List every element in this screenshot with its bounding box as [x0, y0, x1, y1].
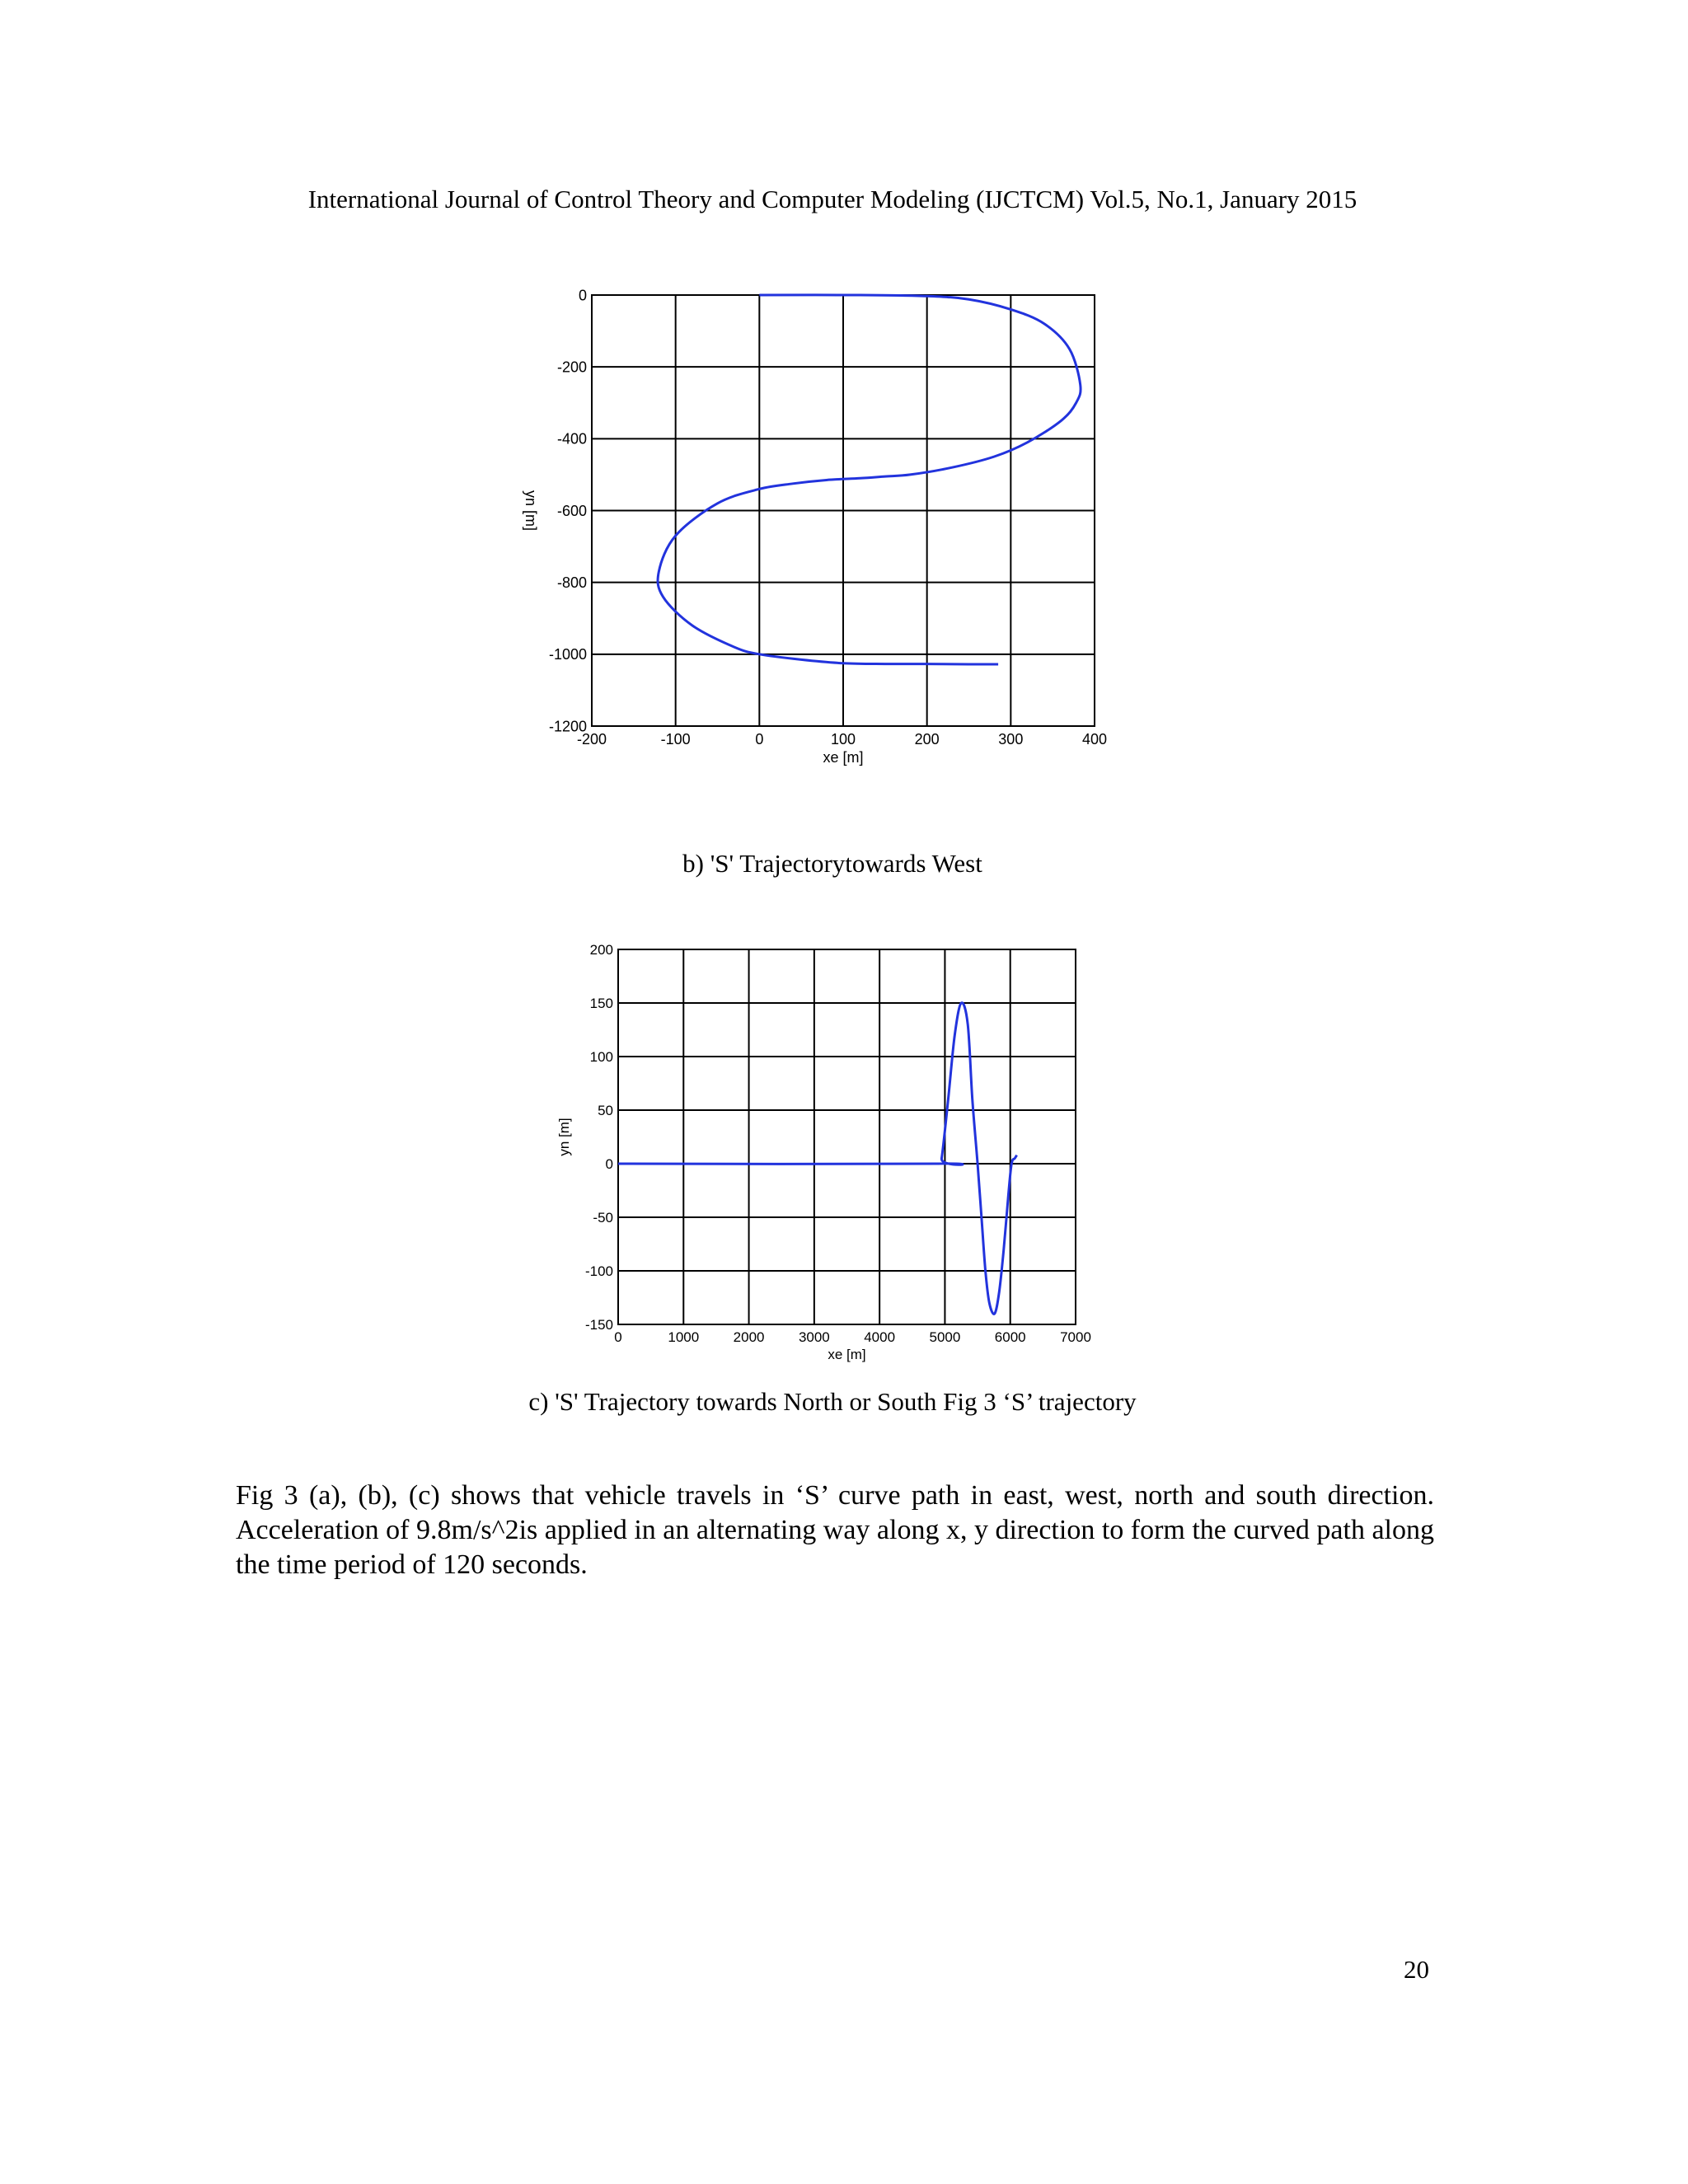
x-tick-label: 200 — [914, 731, 940, 748]
body-paragraph: Fig 3 (a), (b), (c) shows that vehicle travels in ‘S’ curve path in east, west, north and south direction. Acceleration of 9.8m/s^2is applied in an alternating way along x, y direction to form the curved path along the time period of 120 seconds. — [236, 1480, 1434, 1580]
y-tick-label: -1000 — [548, 646, 587, 663]
y-tick-label: 0 — [578, 287, 587, 304]
trajectory-line — [618, 1003, 1017, 1315]
trajectory-line — [658, 295, 1081, 664]
x-tick-label: 100 — [830, 731, 856, 748]
chart-s-trajectory-north-south — [544, 931, 1104, 1372]
x-tick-label: -200 — [576, 731, 607, 748]
x-tick-label: 2000 — [733, 1329, 765, 1345]
x-tick-label: 3000 — [798, 1329, 830, 1345]
x-tick-label: -100 — [660, 731, 691, 748]
caption-b: b) 'S' Trajectorytowards West — [682, 849, 982, 878]
x-tick-label: 5000 — [929, 1329, 961, 1345]
y-tick-label: -1200 — [548, 718, 587, 735]
y-tick-label: 100 — [589, 1048, 613, 1065]
chart-b-svg — [511, 280, 1137, 791]
y-tick-label: 200 — [589, 941, 613, 958]
y-tick-label: 50 — [598, 1102, 613, 1118]
x-tick-label: 6000 — [994, 1329, 1026, 1345]
x-tick-label: 4000 — [864, 1329, 896, 1345]
y-axis-label: yn [m] — [556, 1118, 572, 1156]
y-tick-label: -800 — [556, 574, 587, 591]
y-tick-label: -400 — [556, 430, 587, 448]
y-tick-label: -600 — [556, 502, 587, 519]
x-tick-label: 300 — [998, 731, 1024, 748]
y-tick-label: -150 — [584, 1316, 613, 1333]
y-tick-label: 0 — [605, 1155, 613, 1172]
journal-header: International Journal of Control Theory and Computer Modeling (IJCTCM) Vol.5, No.1, January 2015 — [307, 185, 1357, 213]
page-number: 20 — [1404, 1955, 1429, 1984]
plot-frame — [618, 949, 1076, 1324]
x-tick-label: 0 — [755, 731, 764, 748]
y-tick-label: -100 — [584, 1263, 613, 1279]
x-tick-label: 0 — [614, 1329, 622, 1345]
x-tick-label: 1000 — [668, 1329, 700, 1345]
x-axis-label: xe [m] — [828, 1347, 866, 1362]
y-tick-label: -50 — [593, 1209, 613, 1226]
caption-c: c) 'S' Trajectory towards North or South Fig 3 ‘S’ trajectory — [528, 1387, 1137, 1416]
y-tick-label: 150 — [589, 995, 613, 1011]
y-axis-label: yn [m] — [523, 490, 539, 532]
x-tick-label: 400 — [1081, 731, 1108, 748]
x-tick-label: 7000 — [1060, 1329, 1091, 1345]
x-axis-label: xe [m] — [823, 749, 864, 766]
chart-c-svg — [544, 931, 1104, 1368]
chart-s-trajectory-west — [511, 280, 1137, 795]
y-tick-label: -200 — [556, 359, 587, 376]
